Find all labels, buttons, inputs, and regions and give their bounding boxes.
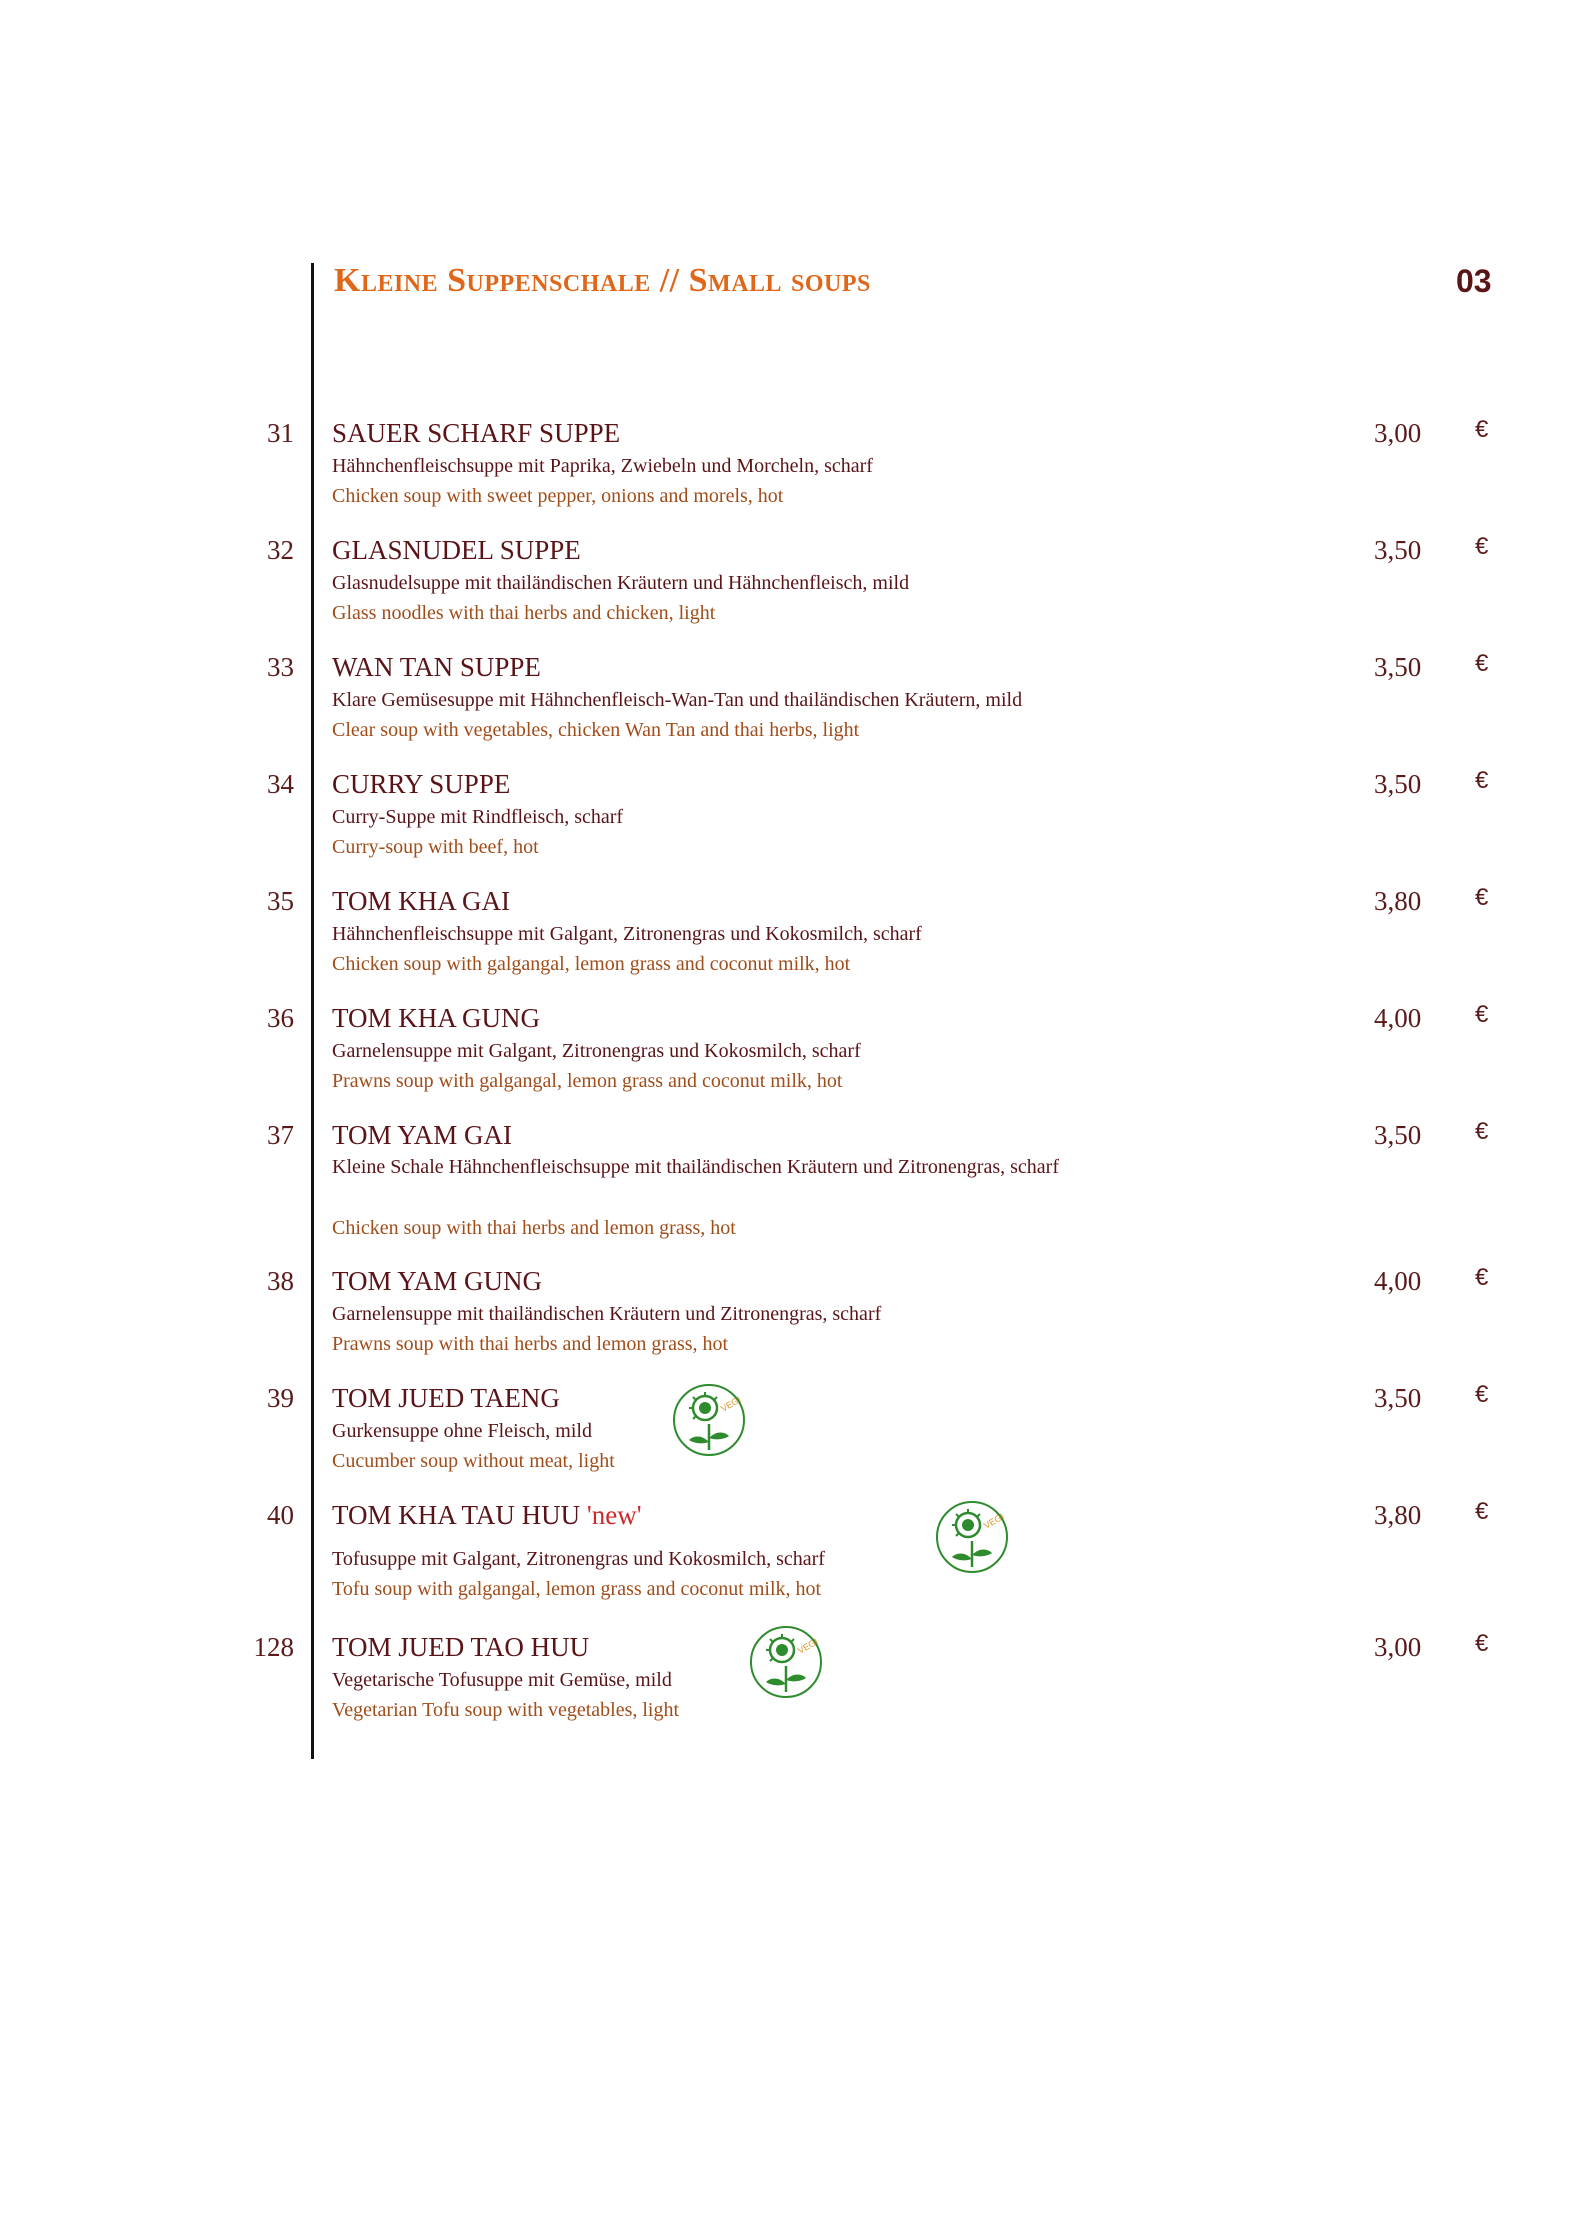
- item-description-de: Kleine Schale Hähnchenfleischsuppe mit thailändischen Kräutern und Zitronengras, scharf: [332, 1156, 1059, 1178]
- item-number: 34: [267, 769, 294, 799]
- item-name: TOM KHA GUNG: [332, 1003, 541, 1033]
- item-price: 3,00: [1374, 1632, 1422, 1662]
- item-number: 40: [267, 1500, 294, 1530]
- new-tag: 'new': [586, 1500, 642, 1530]
- item-price: 4,00: [1374, 1266, 1422, 1296]
- item-price: 3,50: [1374, 652, 1422, 682]
- item-price: 3,80: [1374, 886, 1422, 916]
- item-number: 36: [267, 1003, 294, 1033]
- item-price: 3,50: [1374, 769, 1422, 799]
- item-name: CURRY SUPPE: [332, 769, 511, 799]
- item-number: 31: [267, 418, 294, 448]
- item-name-text: TOM KHA TAU HUU: [332, 1500, 581, 1530]
- vertical-divider: [311, 263, 314, 1759]
- euro-symbol: €: [1475, 1118, 1489, 1145]
- item-description-de: Hähnchenfleischsuppe mit Galgant, Zitronengras und Kokosmilch, scharf: [332, 923, 922, 945]
- euro-symbol: €: [1475, 1264, 1489, 1291]
- euro-symbol: €: [1475, 1498, 1489, 1525]
- item-number: 32: [267, 535, 294, 565]
- euro-symbol: €: [1475, 1381, 1489, 1408]
- item-description-en: Prawns soup with galgangal, lemon grass and coconut milk, hot: [332, 1070, 843, 1092]
- euro-symbol: €: [1475, 1630, 1489, 1657]
- item-description-en: Vegetarian Tofu soup with vegetables, light: [332, 1699, 680, 1721]
- euro-symbol: €: [1475, 533, 1489, 560]
- page-number: 03: [1456, 263, 1492, 299]
- item-description-en: Cucumber soup without meat, light: [332, 1450, 615, 1472]
- item-description-de: Curry-Suppe mit Rindfleisch, scharf: [332, 806, 624, 828]
- item-description-de: Garnelensuppe mit thailändischen Kräutern und Zitronengras, scharf: [332, 1303, 882, 1325]
- item-description-de: Hähnchenfleischsuppe mit Paprika, Zwiebeln und Morcheln, scharf: [332, 455, 873, 477]
- item-name: TOM JUED TAENG: [332, 1383, 560, 1413]
- euro-symbol: €: [1475, 416, 1489, 443]
- item-name: TOM KHA GAI: [332, 886, 511, 916]
- euro-symbol: €: [1475, 884, 1489, 911]
- item-price: 3,00: [1374, 418, 1422, 448]
- item-description-en: Chicken soup with galgangal, lemon grass and coconut milk, hot: [332, 953, 851, 975]
- item-description-en: Glass noodles with thai herbs and chicken, light: [332, 602, 716, 624]
- item-name: TOM JUED TAO HUU: [332, 1632, 590, 1662]
- item-name: GLASNUDEL SUPPE: [332, 535, 581, 565]
- item-description-en: Prawns soup with thai herbs and lemon grass, hot: [332, 1333, 729, 1355]
- euro-symbol: €: [1475, 650, 1489, 677]
- euro-symbol: €: [1475, 1001, 1489, 1028]
- item-price: 3,50: [1374, 1383, 1422, 1413]
- item-price: 3,50: [1374, 1120, 1422, 1150]
- vegi-badge-text: VEGI: [982, 1511, 1006, 1531]
- item-name: WAN TAN SUPPE: [332, 652, 541, 682]
- item-description-de: Garnelensuppe mit Galgant, Zitronengras und Kokosmilch, scharf: [332, 1040, 861, 1062]
- item-price: 4,00: [1374, 1003, 1422, 1033]
- item-description-de: Gurkensuppe ohne Fleisch, mild: [332, 1420, 592, 1442]
- item-description-de: Glasnudelsuppe mit thailändischen Kräutern und Hähnchenfleisch, mild: [332, 572, 910, 594]
- item-number: 33: [267, 652, 294, 682]
- euro-symbol: €: [1475, 767, 1489, 794]
- item-number: 128: [253, 1632, 294, 1662]
- item-price: 3,50: [1374, 535, 1422, 565]
- item-name: SAUER SCHARF SUPPE: [332, 418, 621, 448]
- item-description-en: Chicken soup with sweet pepper, onions and morels, hot: [332, 485, 784, 507]
- item-description-de: Vegetarische Tofusuppe mit Gemüse, mild: [332, 1669, 672, 1691]
- item-description-en: Curry-soup with beef, hot: [332, 836, 539, 858]
- item-number: 38: [267, 1266, 294, 1296]
- item-description-de: Tofusuppe mit Galgant, Zitronengras und Kokosmilch, scharf: [332, 1548, 825, 1570]
- item-name: TOM YAM GAI: [332, 1120, 513, 1150]
- vegi-badge-text: VEGI: [719, 1394, 743, 1414]
- item-description-en: Chicken soup with thai herbs and lemon grass, hot: [332, 1217, 736, 1239]
- item-price: 3,80: [1374, 1500, 1422, 1530]
- vegi-badge-icon: [748, 1624, 824, 1700]
- vegi-badge-icon: [934, 1499, 1010, 1575]
- item-name: TOM YAM GUNG: [332, 1266, 543, 1296]
- item-number: 37: [267, 1120, 294, 1150]
- item-description-en: Clear soup with vegetables, chicken Wan Tan and thai herbs, light: [332, 719, 860, 741]
- item-description-de: Klare Gemüsesuppe mit Hähnchenfleisch-Wan-Tan und thailändischen Kräutern, mild: [332, 689, 1023, 711]
- vegi-badge-icon: [671, 1382, 747, 1458]
- item-number: 39: [267, 1383, 294, 1413]
- item-name: [332, 1500, 642, 1531]
- item-number: 35: [267, 886, 294, 916]
- vegi-badge-text: VEGI: [796, 1636, 820, 1656]
- item-description-en: Tofu soup with galgangal, lemon grass and coconut milk, hot: [332, 1578, 822, 1600]
- section-title: Kleine Suppenschale // Small soups: [334, 262, 871, 299]
